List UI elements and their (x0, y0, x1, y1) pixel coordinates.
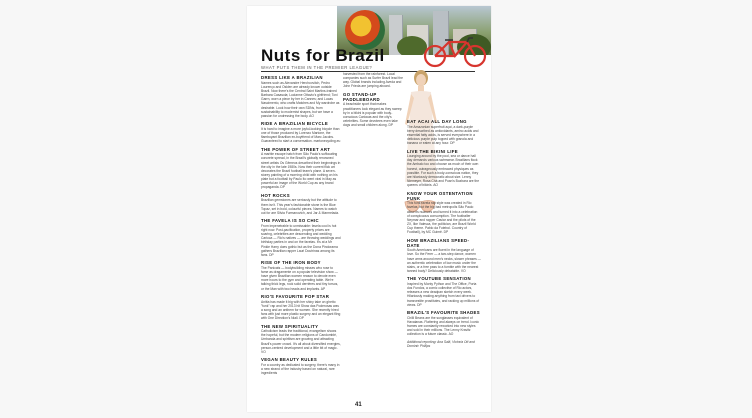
column-3 (407, 119, 481, 348)
section-body: For a country as dedicated to surgery, there's many in a new strand of the industry based on natural, rare ingredients (261, 362, 340, 376)
section-heading: EAT ACAI ALL DAY LONG (407, 119, 467, 124)
article-subtitle: WHAT PUTS THEM IN THE PREMIER LEAGUE? (261, 65, 373, 70)
section-heading: KNOW YOUR OSTENTATION FUNK (407, 190, 473, 201)
section-body: Chilli Beans are the sunglasses equivalent of Havaianas. Flattering and always on trend. Iconic frames are constantly reworked into new styles and sold in their millions. The Lenny Kravitz collection is a future classic. AO (407, 315, 480, 337)
column-2 (343, 72, 403, 131)
section-youtube (407, 276, 481, 307)
section-speed-date (407, 238, 481, 274)
section-heading: RISE OF THE IRON BODY (261, 260, 321, 266)
section-body: Anitta has made it big with her shiny take on ghetto "funk" rap and her 2013 hit Show das Poderosas was a song and an anthem for women. She recently hired fans with just more plastic surgery and an elegant fling with One Direction's Niall. DP (261, 299, 341, 321)
red-bicycle-image (423, 36, 487, 68)
section-heading: BRAZIL'S FAVOURITE SHADES (407, 310, 480, 316)
section-heading: THE YOUTUBE SENSATION (407, 276, 472, 282)
section-shades (407, 310, 481, 336)
section-bicycle (261, 121, 341, 143)
section-body: From impenetrable to unmissable: favela cool is hot right now. Post-pacification, property prices are soaring, celebrities are descending and wedding Carioca — Rio's natives — are throwing weddings and birthday parties in and on the favelas. It's at a Mr Pinkie Harry does gothic but as the Dona Pindorama gathers Brazilian rapper Lauri Doutrinas among its fans. DP (261, 223, 341, 257)
section-heading: LIVE THE BIKINI LIFE (407, 148, 458, 154)
section-heading: HOT ROCKS (261, 192, 290, 198)
section-body: Inspired by Monty Python and The Office, Porta dos Fundos, a comic collective of Rio actors, releases a new deadpan sketch every week. Hilariously making anything from taxi drivers to transvestite prostitutes, and racking up millions of views. DP (407, 281, 480, 307)
section-body: Brazilian gemstones are seriously but the attitude to them isn't. This year's fashionable stone is the Blue Topaz, set in bold, colourful pieces. Names to watch out for are Silvia Furmanovich, and Jar & Marmelada. (261, 198, 340, 215)
section-dress (261, 75, 341, 118)
section-vegan-continued (343, 72, 403, 89)
section-heading: DRESS LIKE A BRAZILIAN (261, 75, 323, 80)
section-heading: THE FAVELA IS SO CHIC (261, 218, 319, 224)
magazine-page (247, 6, 491, 412)
section-vegan-beauty (261, 357, 341, 375)
section-hot-rocks (261, 193, 341, 215)
section-heading: VEGAN BEAUTY RULES (261, 357, 318, 363)
section-iron-body (261, 260, 341, 291)
column-1 (261, 75, 341, 378)
section-heading: RIO'S FAVOURITE POP STAR (261, 293, 330, 299)
section-paddleboard (343, 92, 403, 128)
section-body: A marble escape hatch from São Paulo's suffocating concrete spread, in the Brazil's globally renowned street artists Os Gêmeos described their beginnings in the city in the late 1980s. Now their current flick art decorates the Brazil football team's plane. A seven-storey painting of a morning child with nothing on his plate but a football by Paulo Ito went viral in May as powerful an image of the World Cup as any brand propaganda. DP (261, 152, 341, 190)
section-bikini (407, 149, 481, 188)
section-heading: THE POWER OF STREET ART (261, 146, 331, 152)
section-heading: RIDE A BRAZILIAN BICYCLE (261, 121, 329, 127)
section-heading: HOW BRAZILIANS SPEED-DATE (407, 237, 470, 248)
section-street-art (261, 147, 341, 190)
section-body: A beachside sport that makes practitioners look elegant as they sweep by in a bikini is popular with body-conscious Cariocas and the city's celebrities. Some devotees even take dogs and small children along. DP (343, 102, 402, 128)
section-heading: GO STAND-UP PADDLEBOARD (343, 91, 380, 102)
section-body: South Americans are fluent in the language of love. So the Ferer — a two-step dance, women have arms around men's necks, slower phrases — an authentic celebration of low music under the stairs, or a free pass to a fumble with the nearest tanned body? Deliciously debatable. VO (407, 248, 481, 273)
section-favela (261, 218, 341, 257)
mural-face (345, 10, 385, 50)
section-body: Lounging around by the pool, sea or dance hall day demands various swimwear. Brazilians flock the Ambalo too and choose as much of their own honest, outrageously embraced physiques as possible. For such a body-conscious nation, they are hilariously democratic about size. Lenny Niemeyer, Rosa Chá and Poan's Bozbara are the queens of bikinis. AO (407, 154, 480, 188)
section-funk (407, 191, 481, 235)
section-body: harvested from the rainforest. Local companies such as Surfer Brazil lead the way. Global brands including Aveda and John Frieda are jumping aboard. (343, 72, 403, 89)
section-body: It is hard to imagine a more joyful-looking bicycle than one of those produced by Lorenzo Martone, the flamboyant Brazilian ex-boyfriend of Marc Jacobs. Guaranteed to start a conversation. martonecycling.eu (261, 126, 341, 144)
article-title: Nuts for Brazil (261, 46, 385, 65)
section-body: This funk favela rap style was created in Rio favelas, but the big bad metropolis São Paulo allow its nuances and turned it into a celebration of conspicuous consumption. The footballer Neymar and rapper Caviar and the pilots of the ZX, like Valesca, the politician, are Brazil World Cup theme. Pablo da Futebol. Country of Football), by MC Guimê. DP (407, 201, 478, 235)
section-acai (407, 119, 481, 145)
section-body: The Panicats — bodybuilding misses who rose to fame as dragamente on a popular television show — have given Brazilian women reason to devote even more hours to the gym and operating table. We're talking thick legs, rock solid derrières and tiny torsos, or the Man with two heads and implants. AP (261, 265, 339, 291)
section-body: Catholicism leads the traditional, evangelism shows the hopeful, but the modern religions of Candomblé, Umbanda and spiritism are growing and attracting Brazil's power crowd. It's all about diversified energies, person-centred development and a little bit of magic. VO (261, 329, 341, 354)
section-heading: THE NEW SPIRITUALITY (261, 323, 319, 329)
reporting-credit: Additional reporting: Ana Salit, Victoria Ott and Dominic Phillips (407, 339, 475, 348)
section-pop-star (261, 294, 341, 320)
section-spirituality (261, 324, 341, 355)
section-body: The Amazonian superfruit açaí, a dark-purple berry described as antioxidants, amino acids and essential fatty acids, is served everywhere in a delicious purple pulp topped with granola and banana or eaten at any hour. DP (407, 124, 479, 146)
section-body: Names such as Alexandre Herchcovitch, Pedro Lourenço and Osklen are already known outside Brazil. Now there's the Central Saint Martins-trained Barbara Casasola; Lucianne Ottavio's girlfriend; Toni Garrn, worn a piece by her in Cannes; and Lucas Nascimento, who crafts Matches and My wardrobe as desirable. Look how their own SDNs, from sustainability to modernist shapes, but we have a passion for undressing the body. AO (261, 80, 340, 118)
page-number: 41 (355, 402, 362, 408)
